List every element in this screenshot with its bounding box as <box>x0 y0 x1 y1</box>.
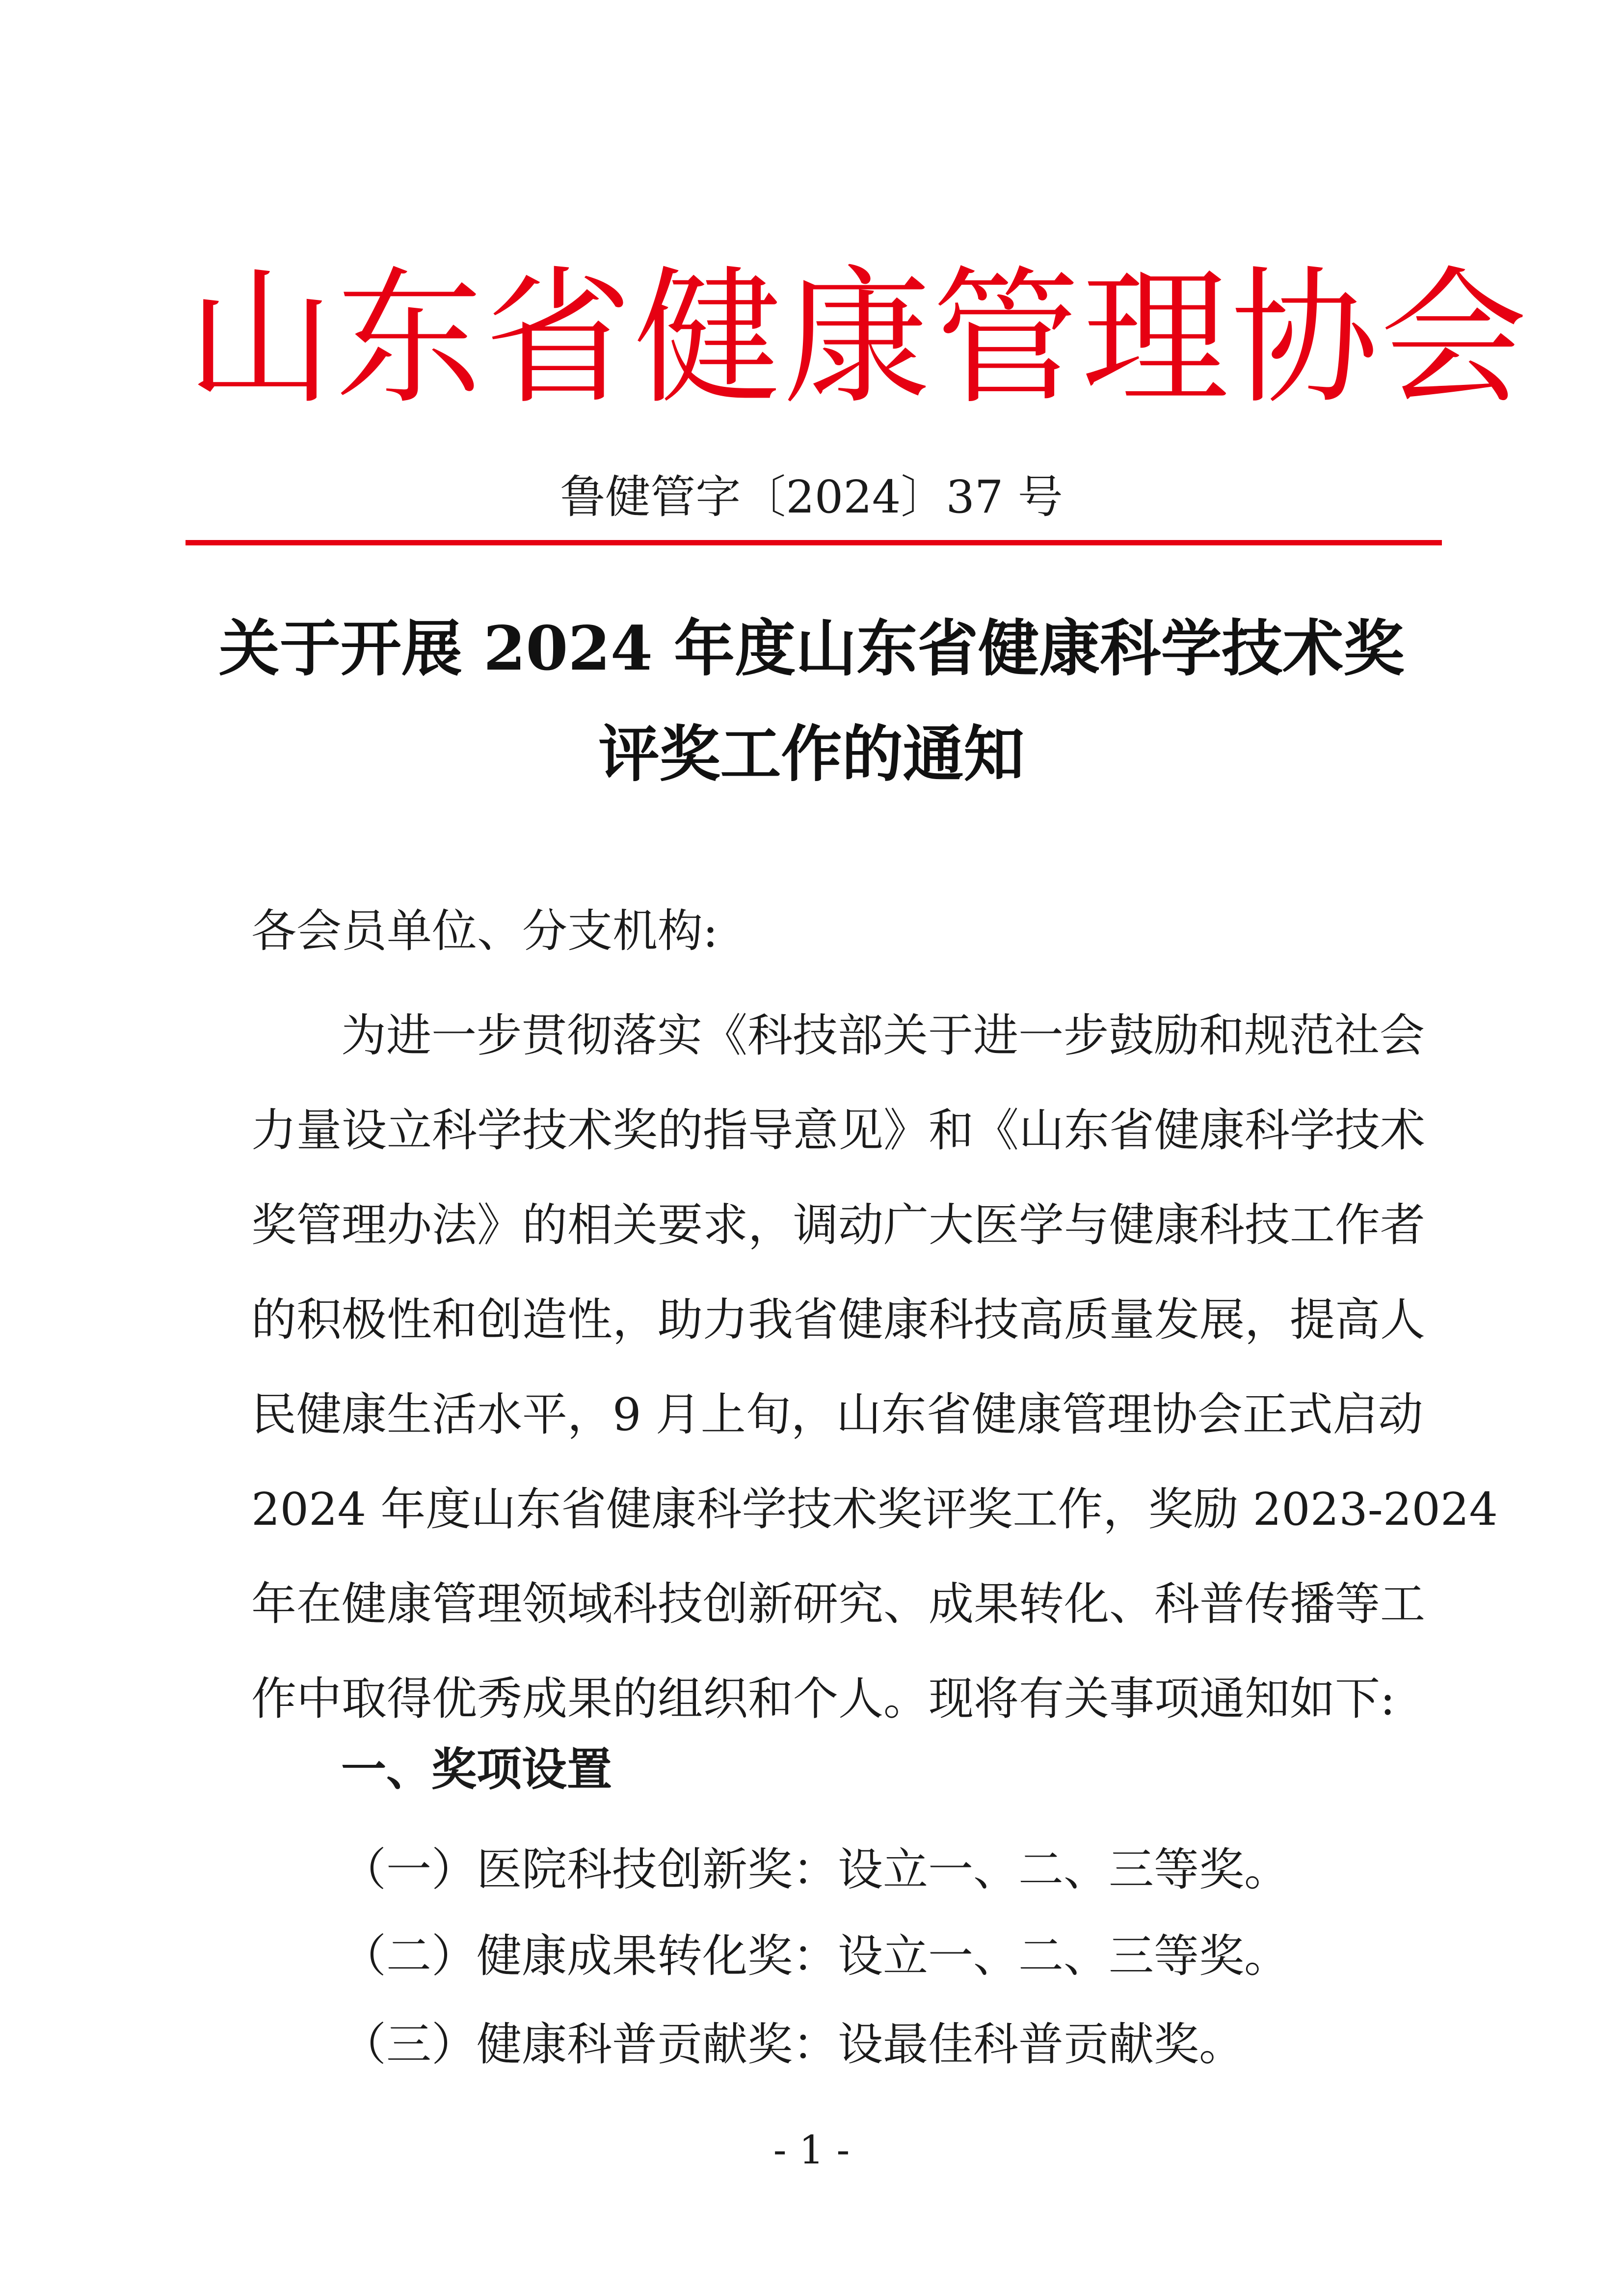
award-item: （三）健康科普贡献奖：设最佳科普贡献奖。 <box>341 2018 1245 2071</box>
salutation: 各会员单位、分支机构: <box>251 905 718 957</box>
page-number: - 1 - <box>773 2127 850 2173</box>
award-item: （一）医院科技创新奖：设立一、二、三等奖。 <box>341 1843 1290 1896</box>
body-line: 为进一步贯彻落实《科技部关于进一步鼓励和规范社会 <box>341 1009 1425 1062</box>
award-item: （二）健康成果转化奖：设立一、二、三等奖。 <box>341 1930 1290 1982</box>
body-line: 年在健康管理领域科技创新研究、成果转化、科普传播等工 <box>251 1578 1426 1630</box>
red-divider-line <box>186 540 1442 545</box>
body-line: 作中取得优秀成果的组织和个人。现将有关事项通知如下: <box>251 1673 1395 1725</box>
body-line: 2024 年度山东省健康科学技术奖评奖工作，奖励 2023-2024 <box>251 1483 1498 1536</box>
document-title-line-2: 评奖工作的通知 <box>598 719 1025 790</box>
organization-header: 山东省健康管理协会 <box>186 253 1529 424</box>
body-line: 力量设立科学技术奖的指导意见》和《山东省健康科学技术 <box>251 1104 1426 1157</box>
document-number: 鲁健管字〔2024〕37 号 <box>560 471 1063 523</box>
section-heading-awards: 一、奖项设置 <box>341 1743 612 1796</box>
document-title-line-1: 关于开展 2024 年度山东省健康科学技术奖 <box>218 613 1405 684</box>
body-line: 的积极性和创造性，助力我省健康科技高质量发展，提高人 <box>251 1294 1426 1346</box>
body-line: 奖管理办法》的相关要求，调动广大医学与健康科技工作者 <box>251 1199 1426 1251</box>
body-line: 民健康生活水平，9 月上旬，山东省健康管理协会正式启动 <box>251 1388 1423 1441</box>
